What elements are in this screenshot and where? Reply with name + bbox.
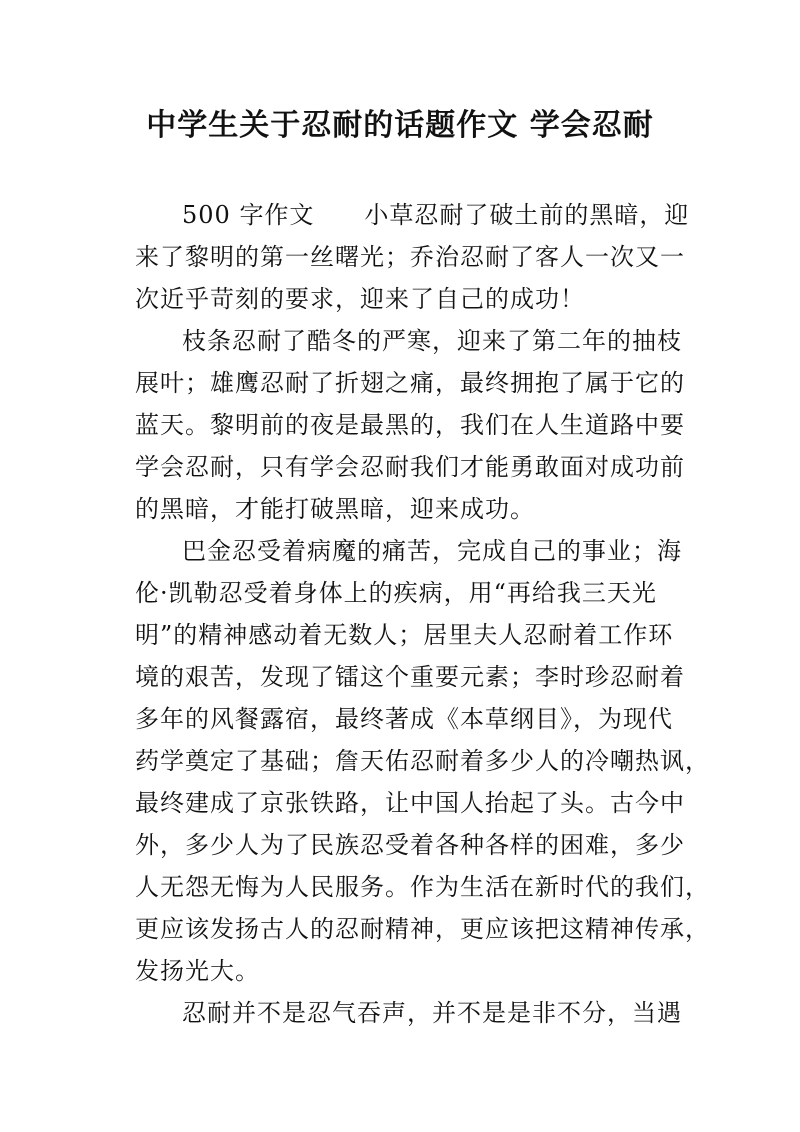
text-line: 明”的精神感动着无数人；居里夫人忍耐着工作环 xyxy=(135,621,674,649)
text-line: 蓝天。黎明前的夜是最黑的，我们在人生道路中要 xyxy=(135,411,685,439)
text-line: 的黑暗，才能打破黑暗，迎来成功。 xyxy=(135,495,535,523)
text-line: 学会忍耐，只有学会忍耐我们才能勇敢面对成功前 xyxy=(135,453,685,481)
document-title: 中学生关于忍耐的话题作文 学会忍耐 xyxy=(146,108,654,143)
text-line: 忍耐并不是忍气吞声，并不是是非不分，当遇 xyxy=(182,999,682,1027)
text-line: 更应该发扬古人的忍耐精神，更应该把这精神传承， xyxy=(135,915,710,943)
text-line: 展叶；雄鹰忍耐了折翅之痛，最终拥抱了属于它的 xyxy=(135,369,685,397)
text-line: 最终建成了京张铁路，让中国人抬起了头。古今中 xyxy=(135,789,685,817)
text-line: 巴金忍受着病魔的痛苦，完成自己的事业；海 xyxy=(182,537,682,565)
text-line: 药学奠定了基础；詹天佑忍耐着多少人的冷嘲热讽， xyxy=(135,747,710,775)
text-line: 多年的风餐露宿，最终著成《本草纲目》，为现代 xyxy=(135,705,673,733)
text-line: 发扬光大。 xyxy=(135,957,260,985)
text-line: 境的艰苦，发现了镭这个重要元素；李时珍忍耐着 xyxy=(135,663,685,691)
text-line: 枝条忍耐了酷冬的严寒，迎来了第二年的抽枝 xyxy=(182,327,682,355)
text-line: 500 字作文 小草忍耐了破土前的黑暗，迎 xyxy=(182,201,690,229)
text-line: 人无怨无悔为人民服务。作为生活在新时代的我们， xyxy=(135,873,710,901)
text-line: 次近乎苛刻的要求，迎来了自己的成功！ xyxy=(135,285,585,313)
text-line: 伦·凯勒忍受着身体上的疾病，用“再给我三天光 xyxy=(135,579,657,607)
text-line: 来了黎明的第一丝曙光；乔治忍耐了客人一次又一 xyxy=(135,243,685,271)
text-line: 外，多少人为了民族忍受着各种各样的困难，多少 xyxy=(135,831,685,859)
